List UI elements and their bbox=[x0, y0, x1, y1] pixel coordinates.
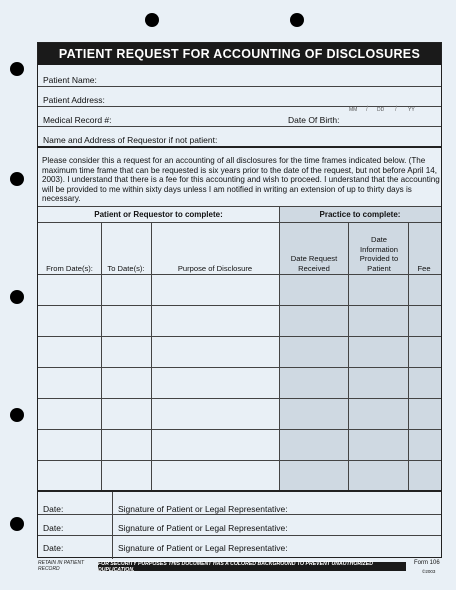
column-divider bbox=[408, 222, 409, 491]
retain-note: RETAIN IN PATIENT RECORD bbox=[38, 560, 85, 572]
medical-record-field[interactable] bbox=[38, 126, 441, 127]
requestor-label: Name and Address of Requestor if not patient: bbox=[43, 135, 218, 145]
patient-name-label: Patient Name: bbox=[43, 75, 97, 85]
disclosure-form bbox=[37, 42, 442, 558]
table-row[interactable] bbox=[38, 367, 441, 368]
security-notice: FOR SECURITY PURPOSES THIS DOCUMENT HAS A COLORED BACKGROUND TO PREVENT UNAUTHORIZED DUPLICATION. bbox=[98, 562, 406, 571]
requestor-field[interactable] bbox=[38, 146, 441, 148]
punch-hole bbox=[10, 290, 24, 304]
signature-label: Signature of Patient or Legal Representative: bbox=[118, 523, 288, 533]
table-row[interactable] bbox=[38, 460, 441, 461]
dob-label: Date Of Birth: bbox=[288, 115, 340, 125]
patient-address-label: Patient Address: bbox=[43, 95, 105, 105]
punch-hole bbox=[10, 517, 24, 531]
table-row[interactable] bbox=[38, 305, 441, 306]
dob-separator: / bbox=[366, 106, 368, 113]
dob-mm-label: MM bbox=[349, 107, 358, 113]
col-fee: Fee bbox=[417, 263, 431, 273]
col-request-received: Date Request Received bbox=[290, 254, 338, 273]
signature-label: Signature of Patient or Legal Representative: bbox=[118, 504, 288, 514]
group-header-rule bbox=[38, 222, 441, 223]
form-title: PATIENT REQUEST FOR ACCOUNTING OF DISCLOSURES bbox=[38, 43, 441, 65]
table-row[interactable] bbox=[38, 429, 441, 430]
signature-date-label: Date: bbox=[43, 504, 64, 514]
signature-date-label: Date: bbox=[43, 523, 64, 533]
column-divider bbox=[348, 222, 349, 491]
punch-hole bbox=[10, 408, 24, 422]
dob-yy-label: YY bbox=[408, 107, 415, 113]
column-divider bbox=[279, 207, 280, 491]
signature-line[interactable] bbox=[38, 514, 441, 515]
group-header-practice: Practice to complete: bbox=[319, 210, 401, 219]
punch-hole bbox=[290, 13, 304, 27]
col-purpose: Purpose of Disclosure bbox=[177, 263, 253, 273]
form-number: Form 106 bbox=[414, 560, 440, 566]
table-row[interactable] bbox=[38, 336, 441, 337]
signature-label: Signature of Patient or Legal Representative: bbox=[118, 543, 288, 553]
col-from-date: From Date(s): bbox=[46, 263, 93, 273]
table-bottom-rule bbox=[38, 490, 441, 492]
signature-line[interactable] bbox=[38, 535, 441, 536]
table-row[interactable] bbox=[38, 398, 441, 399]
dob-separator: / bbox=[395, 106, 397, 113]
col-to-date: To Date(s): bbox=[107, 263, 145, 273]
punch-hole bbox=[145, 13, 159, 27]
column-divider bbox=[101, 222, 102, 491]
signature-date-label: Date: bbox=[43, 543, 64, 553]
dob-dd-label: DD bbox=[377, 107, 385, 113]
patient-name-field[interactable] bbox=[38, 86, 441, 87]
copyright-notice: ©2003 bbox=[422, 569, 436, 574]
punch-hole bbox=[10, 172, 24, 186]
col-info-provided: Date Information Provided to Patient bbox=[359, 235, 399, 273]
request-paragraph: Please consider this a request for an accounting of all disclosures for the time frames indicated below. (The maximum time frame that can be requested is six years prior to the date of the request, but not before April 14, 2003). I understand that there is a fee for this accounting and wish to proceed. I understand that the accounting will be provided to me within sixty days unless I am notified in writing an extension of up to thirty days is necessary. bbox=[42, 156, 440, 204]
medical-record-label: Medical Record #: bbox=[43, 115, 112, 125]
signature-divider bbox=[112, 492, 113, 559]
group-header-requestor: Patient or Requestor to complete: bbox=[94, 210, 223, 219]
table-row[interactable] bbox=[38, 274, 441, 275]
column-divider bbox=[151, 222, 152, 491]
punch-hole bbox=[10, 62, 24, 76]
